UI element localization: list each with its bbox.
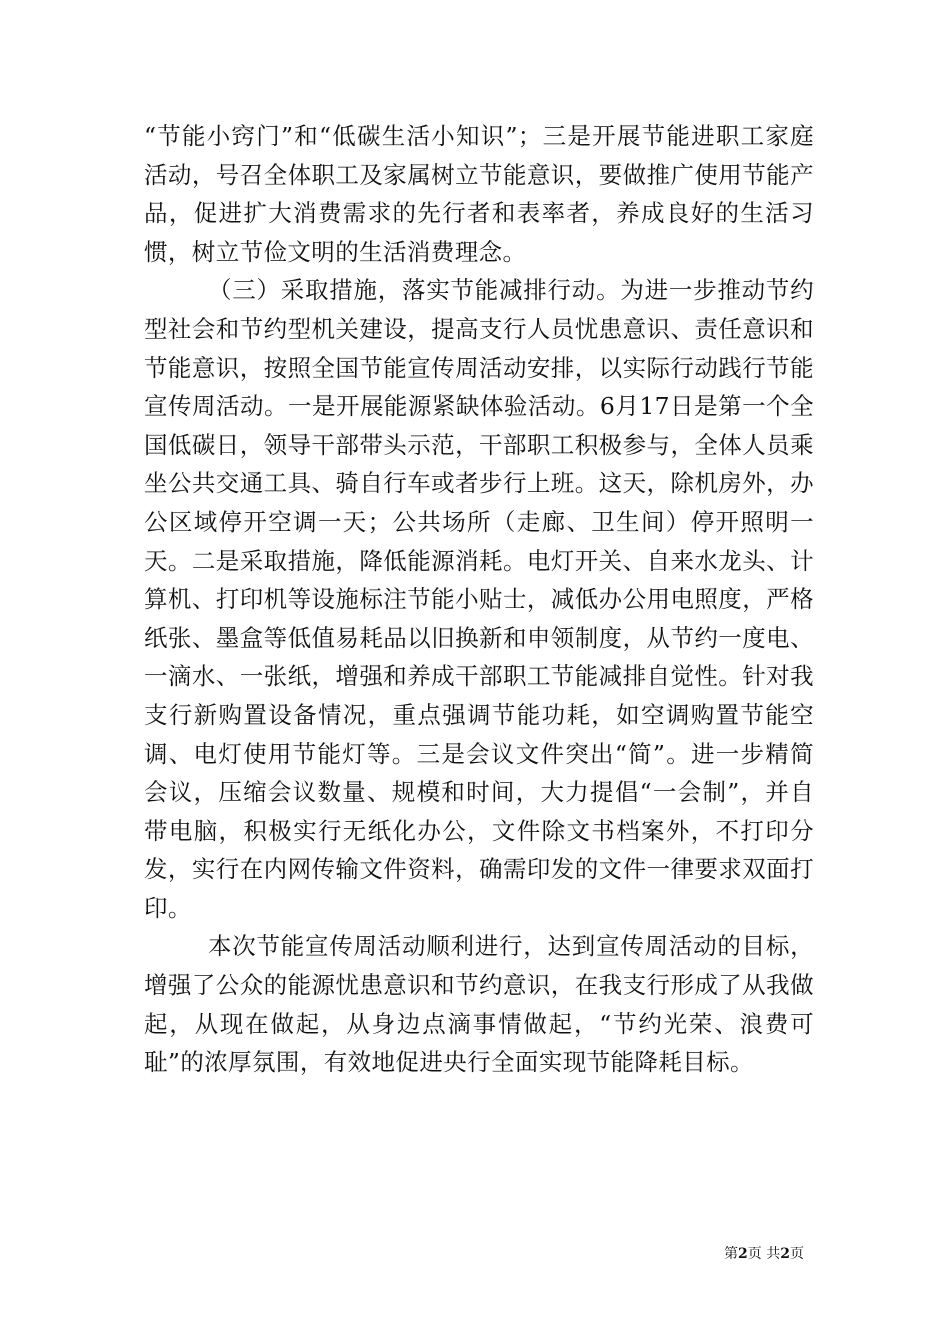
paragraph-1: “节能小窍门”和“低碳生活小知识”；三是开展节能进职工家庭活动，号召全体职工及家属树立节能意识，要做推广使用节能产品，促进扩大消费需求的先行者和表率者，养成良好的生活习惯，树立节俭文明的生活消费理念。 — [144, 122, 814, 266]
page-number-footer — [724, 1245, 804, 1263]
document-body — [144, 117, 814, 1082]
footer-prefix: 第 — [724, 1246, 739, 1262]
paragraph-2: （三）采取措施，落实节能减排行动。为进一步推动节约型社会和节约型机关建设，提高支行人员忧患意识、责任意识和节能意识，按照全国节能宣传周活动安排，以实际行动践行节能宣传周活动。一是开展能源紧缺体验活动。6月17日是第一个全国低碳日，领导干部带头示范，干部职工积极参与，全体人员乘坐公共交通工具、骑自行车或者步行上班。这天，除机房外，办公区域停开空调一天；公共场所（走廊、卫生间）停开照明一天。二是采取措施，降低能源消耗。电灯开关、自来水龙头、计算机、打印机等设施标注节能小贴士，减低办公用电照度，严格纸张、墨盒等低值易耗品以旧换新和申领制度，从节约一度电、一滴水、一张纸，增强和养成干部职工节能减排自觉性。针对我支行新购置设备情况，重点强调节能功耗，如空调购置节能空调、电灯使用节能灯等。三是会议文件突出“简”。进一步精简会议，压缩会议数量、规模和时间，大力提倡“一会制”，并自带电脑，积极实行无纸化办公，文件除文书档案外，不打印分发，实行在内网传输文件资料，确需印发的文件一律要求双面打印。 — [144, 276, 814, 922]
footer-middle: 页 共 — [747, 1246, 781, 1262]
footer-suffix: 页 — [790, 1246, 804, 1262]
total-pages-number: 2 — [780, 1246, 790, 1262]
paragraph-3: 本次节能宣传周活动顺利进行，达到宣传周活动的目标，增强了公众的能源忧患意识和节约意识，在我支行形成了从我做起，从现在做起，从身边点滴事情做起，“节约光荣、浪费可耻”的浓厚氛围，有效地促进央行全面实现节能降耗目标。 — [144, 932, 814, 1077]
current-page-number: 2 — [738, 1246, 748, 1262]
